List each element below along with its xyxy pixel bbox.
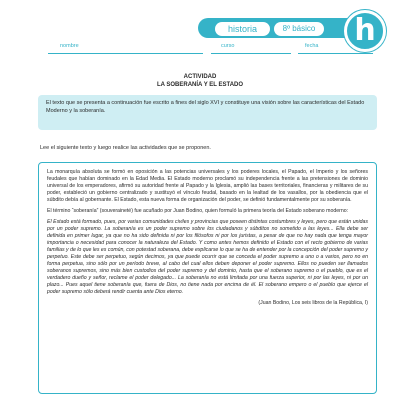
date-line[interactable]: [298, 53, 373, 54]
intro-box: [38, 95, 377, 130]
instruction-text: Lee el siguiente texto y luego realice las actividades que se proponen.: [40, 145, 211, 151]
name-line[interactable]: [48, 53, 203, 54]
activity-title: LA SOBERANÍA Y EL ESTADO: [156, 82, 244, 88]
activity-label: ACTIVIDAD: [183, 74, 217, 80]
course-line[interactable]: [211, 53, 291, 54]
reading-box: [38, 162, 377, 394]
student-fields: [48, 43, 373, 55]
reading-paragraph-2: El término “soberanía” (souveraineté) fue acuñado por Juan Bodino, quien formuló la primera teoría del Estado soberano moderno:: [47, 208, 349, 214]
date-label: fecha: [305, 43, 319, 49]
course-label: curso: [221, 43, 235, 49]
reading-paragraph-1: La monarquía absoluta se formó en oposición a las potencias universales y los poderes locales, el Papado, el Imperio y los señores feudales que habían dominado en la Edad Media. El Estado moderno proclamó su independencia frente a las pretensiones de dominio universal de los emperadores, afirmó su autoridad frente al Papado y la Iglesia, amplió las bases territoriales, financieras y militares de su poder, estableció un gobierno centralizado y sustituyó el vínculo feudal, basado en la lealtad de los vasallos, por la obediencia que el súbdito debía al gobernante. El Estado, esta nueva forma de organización del poder, se definió fundamentalmente por su soberanía.: [47, 169, 368, 203]
activity-title-block: [0, 73, 400, 89]
subject-label: historia: [215, 22, 270, 36]
history-logo-icon: h: [344, 10, 386, 52]
intro-text: El texto que se presenta a continuación fue escrito a fines del siglo XVI y constituye una visión sobre las características del Estado Moderno y la soberanía.: [46, 100, 365, 114]
bodin-quote: El Estado está formado, pues, por varias comunidades civiles y provincias que poseen distintas costumbres y leyes, pero que están unidas por un poder supremo. La soberanía es un poder supremo sobre los ciudadanos y súbditos no sometido a las leyes... Ella debe ser definida en primer lugar, ya que no ha sido definida ni por los filósofos ni por los juristas, a pesar de que no hay nada que tenga mayor importancia o necesidad para conocer la naturaleza del Estado. Y como antes hemos definido el Estado con el recto gobierno de varias familias y de lo que les es común, con potestad soberana, debe explicarse lo que se ha de entender por la concepción del poder supremo y perpetuo. Este debe ser perpetuo, según decimos, ya que puede ocurrir que se conceda el poder supremo a uno o a varios, pero no en forma perpetua, sino sólo por un período breve, al cabo del cual ellos deben deponer el poder supremo. Ellos no pueden ser llamados soberanos supremos, sino más bien custodios del poder supremo y del dominio, hasta que el soberano supremo o el pueblo, que es el verdadero dueño y señor, reclame el poder delegado... La soberanía no está limitada por una fuerza superior, ni por las leyes, ni por un plazo... Pues aquel tiene soberanía que, fuera de Dios, no tiene nada por encima de él. El soberano empero o el pueblo que ejerce el poder supremo sólo deberá rendir cuenta ante Dios eterno.: [47, 219, 368, 295]
grade-label: 8º básico: [274, 22, 324, 36]
quote-citation: (Juan Bodino, Los seis libros de la República, I): [258, 300, 368, 306]
name-label: nombre: [60, 43, 79, 49]
